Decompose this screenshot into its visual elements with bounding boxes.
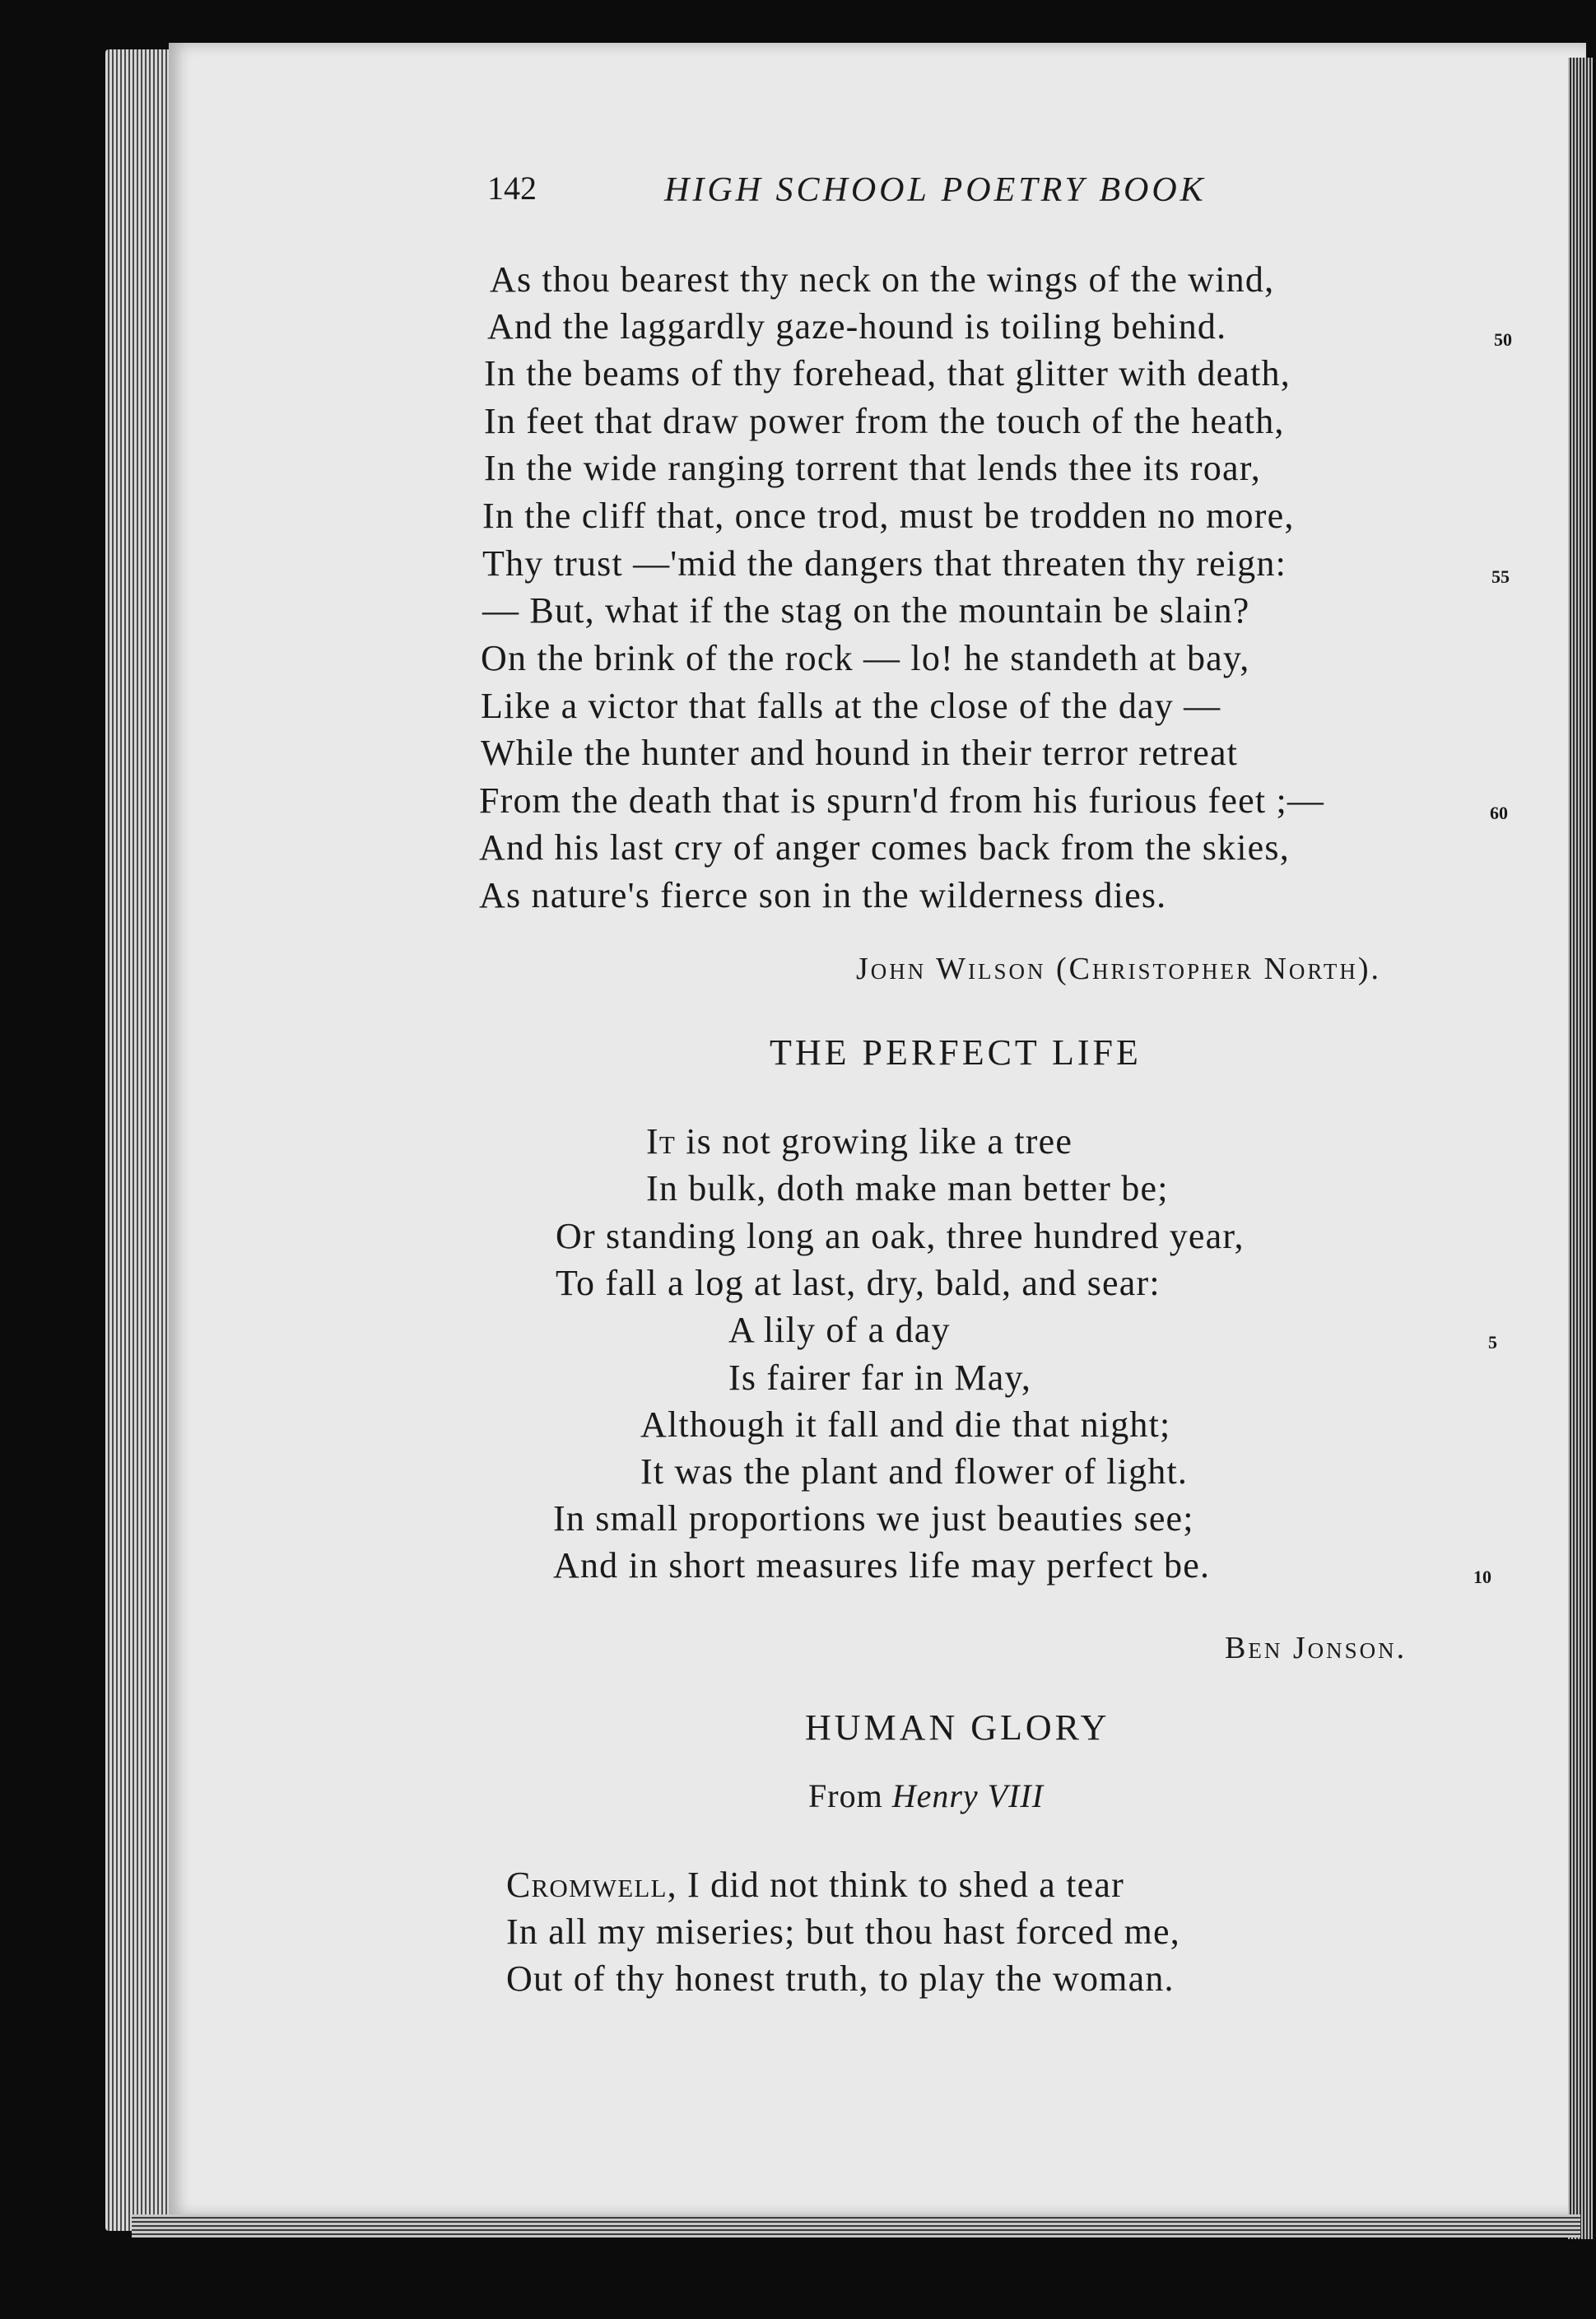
page-edges-bottom — [132, 2214, 1580, 2238]
poem-line: Is fairer far in May, — [728, 1357, 1032, 1398]
line-number: 5 — [1488, 1332, 1497, 1353]
page-edges-right — [1568, 58, 1593, 2239]
poem-line: Thy trust —'mid the dangers that threaten thy reign: — [482, 543, 1287, 584]
poem-line: In feet that draw power from the touch of the heath, — [484, 401, 1285, 441]
poem-line: As nature's fierce son in the wilderness dies. — [479, 875, 1167, 915]
poem-line: In bulk, doth make man better be; — [646, 1168, 1169, 1208]
poem-subtitle: From Henry VIII — [808, 1777, 1045, 1814]
page-header — [487, 169, 1327, 218]
poem-line: In small proportions we just beauties see; — [553, 1498, 1194, 1539]
poem-line: In the beams of thy forehead, that glitter with death, — [484, 353, 1291, 393]
poem-line: Cromwell, I did not think to shed a tear — [506, 1865, 1124, 1905]
poem-line: It was the plant and flower of light. — [640, 1451, 1189, 1492]
poem-line: A lily of a day — [728, 1310, 951, 1350]
poem-line: In the wide ranging torrent that lends thee its roar, — [484, 448, 1262, 488]
poem-line: Or standing long an oak, three hundred year, — [556, 1216, 1245, 1256]
poem-line: As thou bearest thy neck on the wings of the wind, — [490, 259, 1275, 300]
poem-line: Although it fall and die that night; — [640, 1404, 1171, 1445]
line-number: 55 — [1491, 566, 1510, 587]
poem-title: THE PERFECT LIFE — [770, 1032, 1142, 1073]
running-head: HIGH SCHOOL POETRY BOOK — [664, 171, 1207, 209]
poem-attribution: John Wilson (Christopher North). — [856, 952, 1381, 986]
work-title: Henry VIII — [891, 1777, 1045, 1814]
poem-line: And his last cry of anger comes back from the skies, — [479, 827, 1290, 868]
poem-line: Like a victor that falls at the close of the day — — [481, 686, 1221, 726]
page-number: 142 — [487, 170, 537, 207]
poem-line: In the cliff that, once trod, must be trodden no more, — [482, 496, 1295, 536]
first-word: It — [646, 1121, 676, 1162]
line-number: 10 — [1473, 1567, 1491, 1587]
speaker-name: Cromwell, — [506, 1865, 677, 1905]
poem-title: HUMAN GLORY — [805, 1707, 1110, 1748]
poem-line: While the hunter and hound in their terror retreat — [481, 733, 1239, 773]
line-number: 60 — [1490, 803, 1508, 823]
poem-line: From the death that is spurn'd from his furious feet ;— — [479, 780, 1325, 821]
poem-line: — But, what if the stag on the mountain be slain? — [482, 590, 1250, 631]
line-number: 50 — [1494, 329, 1512, 350]
poem-line: And the laggardly gaze-hound is toiling behind. — [487, 306, 1227, 347]
poem-line: And in short measures life may perfect be. — [553, 1545, 1211, 1586]
poem-line: On the brink of the rock — lo! he standeth at bay, — [481, 638, 1250, 678]
poem-line: Out of thy honest truth, to play the woman. — [506, 1958, 1175, 1999]
poem-line: To fall a log at last, dry, bald, and sear: — [556, 1263, 1161, 1303]
poem-line: In all my miseries; but thou hast forced me, — [506, 1912, 1180, 1952]
poem-attribution: Ben Jonson. — [1225, 1631, 1408, 1665]
poem-line: It is not growing like a tree — [646, 1121, 1073, 1162]
